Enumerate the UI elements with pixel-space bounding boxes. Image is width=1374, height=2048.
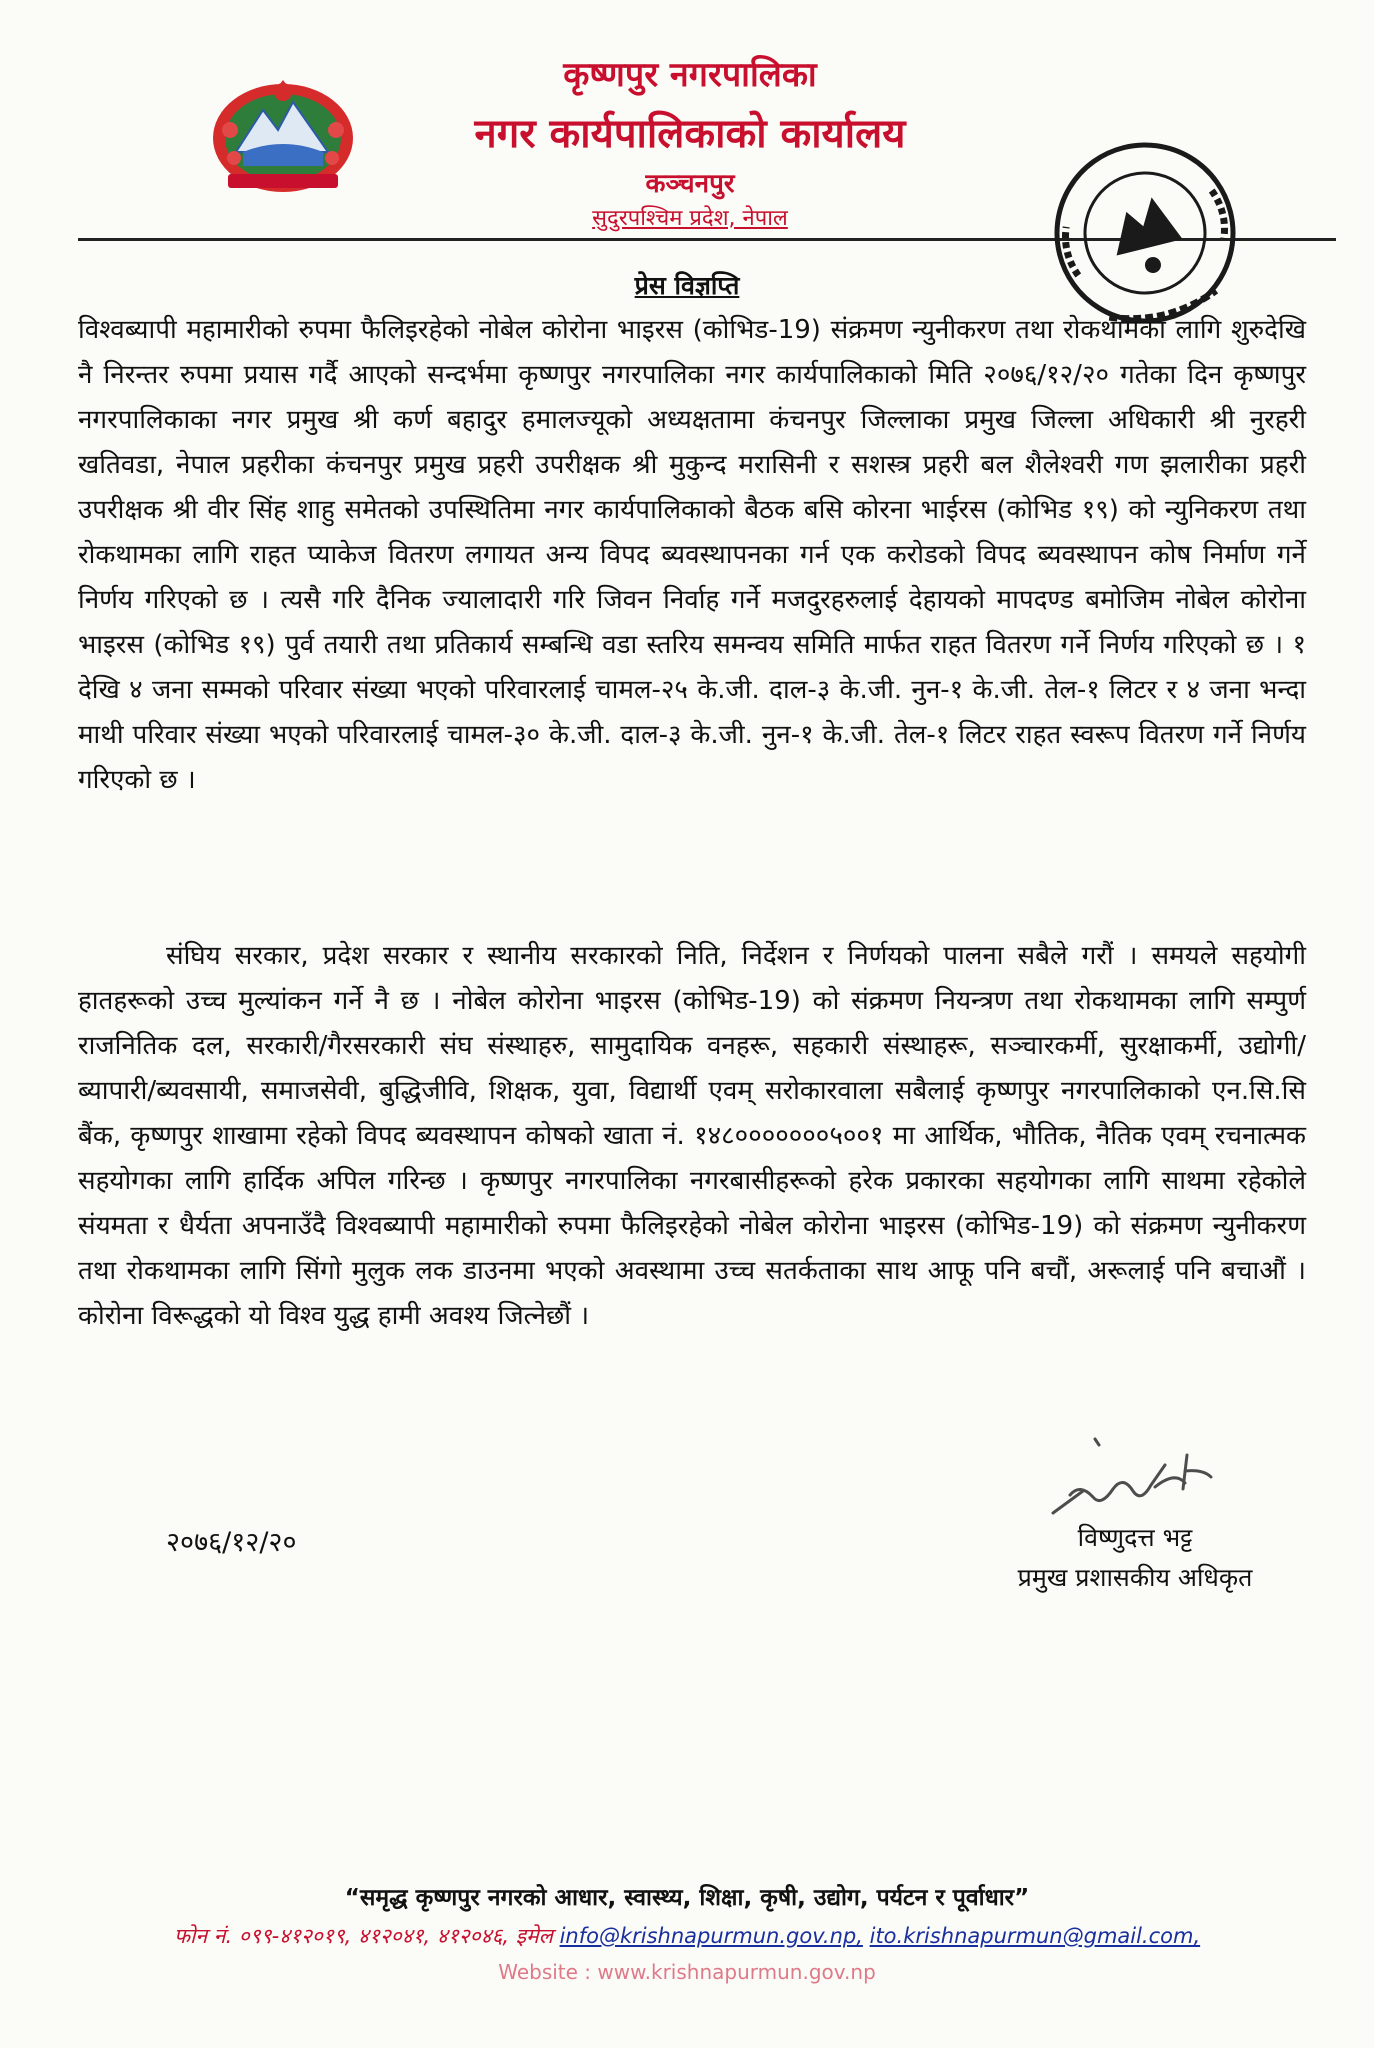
footer-contact-line xyxy=(0,1922,1374,1950)
nepal-coat-of-arms-icon xyxy=(208,70,358,200)
handwritten-signature xyxy=(1035,1425,1225,1525)
notice-title: प्रेस विज्ञप्ति xyxy=(634,271,740,300)
phone-numbers: ४१२०१९, ४१२०४१, ४१२०४६, इमेल xyxy=(279,1924,553,1948)
province-name: सुदुरपश्चिम प्रदेश, नेपाल xyxy=(592,206,788,231)
signatory-block xyxy=(985,1518,1285,1598)
office-name: नगर कार्यपालिकाको कार्यालय xyxy=(474,111,906,157)
phone-label: फोन नं. ०९९- xyxy=(173,1924,280,1948)
email-link-info[interactable]: info@krishnapurmun.gov.np, xyxy=(559,1924,863,1948)
footer-website[interactable]: Website : www.krishnapurmun.gov.np xyxy=(498,1960,876,1984)
district-name: कञ्चनपुर xyxy=(645,169,735,199)
notice-paragraph-1: विश्वब्यापी महामारीको रुपमा फैलिइरहेको नोबेल कोरोना भाइरस (कोभिड-19) संक्रमण न्युनीकरण तथा रोकथामका लागि शुरुदेखि नै निरन्तर रुपमा प्रयास गर्दै आएको सन्दर्भमा कृष्णपुर नगरपालिका नगर कार्यपालिकाको मिति २०७६/१२/२० गतेका दिन कृष्णपुर नगरपालिकाका नगर प्रमुख श्री कर्ण बहादुर हमालज्यूको अध्यक्षतामा कंचनपुर जिल्लाका प्रमुख जिल्ला अधिकारी श्री नुरहरी खतिवडा, नेपाल प्रहरीका कंचनपुर प्रमुख प्रहरी उपरीक्षक श्री मुकुन्द मरासिनी र सशस्त्र प्रहरी बल शैलेश्वरी गण झलारीका प्रहरी उपरीक्षक श्री वीर सिंह शाहु समेतको उपस्थितिमा नगर कार्यपालिकाको बैठक बसि कोरना भाईरस (कोभिड १९) को न्युनिकरण तथा रोकथामका लागि राहत प्याकेज वितरण लगायत अन्य विपद ब्यवस्थापनका गर्न एक करोडको विपद ब्यवस्थापन कोष निर्माण गर्ने निर्णय गरिएको छ । त्यसै गरि दैनिक ज्यालादारी गरि जिवन निर्वाह गर्ने मजदुरहरुलाई देहायको मापदण्ड बमोजिम नोबेल कोरोना भाइरस (कोभिड १९) पुर्व तयारी तथा प्रतिकार्य सम्बन्धि वडा स्तरिय समन्वय समिति मार्फत राहत वितरण गर्ने निर्णय गरिएको छ । १ देखि ४ जना सम्मको परिवार संख्या भएको परिवारलाई चामल-२५ के.जी. दाल-३ के.जी. नुन-१ के.जी. तेल-१ लिटर र ४ जना भन्दा माथी परिवार संख्या भएको परिवारलाई चामल-३० के.जी. दाल-३ के.जी. नुन-१ के.जी. तेल-१ लिटर राहत स्वरूप वितरण गर्ने निर्णय गरिएको छ । xyxy=(78,315,1306,795)
signatory-name: विष्णुदत्त भट्ट xyxy=(1077,1523,1193,1552)
notice-paragraph-2: संघिय सरकार, प्रदेश सरकार र स्थानीय सरकारको निति, निर्देशन र निर्णयको पालना सबैले गरौं । समयले सहयोगी हातहरूको उच्च मुल्यांकन गर्ने नै छ । नोबेल कोरोना भाइरस (कोभिड-19) को संक्रमण नियन्त्रण तथा रोकथामका लागि सम्पुर्ण राजनितिक दल, सरकारी/गैरसरकारी संघ संस्थाहरु, सामुदायिक वनहरू, सहकारी संस्थाहरू, सञ्चारकर्मी, सुरक्षाकर्मी, उद्योगी/ब्यापारी/ब्यवसायी, समाजसेवी, बुद्धिजीवि, शिक्षक, युवा, विद्यार्थी एवम् सरोकारवाला सबैलाई कृष्णपुर नगरपालिकाको एन.सि.सि बैंक, कृष्णपुर शाखामा रहेको विपद ब्यवस्थापन कोषको खाता नं. १४८०००००००५००१ मा आर्थिक, भौतिक, नैतिक एवम् रचनात्मक सहयोगका लागि हार्दिक अपिल गरिन्छ । कृष्णपुर नगरपालिका नगरबासीहरूको हरेक प्रकारका सहयोगका लागि साथमा रहेकोले संयमता र धैर्यता अपनाउँदै विश्वब्यापी महामारीको रुपमा फैलिइरहेको नोबेल कोरोना भाइरस (कोभिड-19) को संक्रमण न्युनीकरण तथा रोकथामका लागि सिंगो मुलुक लक डाउनमा भएको अवस्थामा उच्च सतर्कताका साथ आफू पनि बचौं, अरूलाई पनि बचाऔं । कोरोना विरूद्धको यो विश्व युद्ध हामी अवश्य जित्नेछौं । xyxy=(78,941,1306,1331)
footer-motto: “समृद्ध कृष्णपुर नगरको आधार, स्वास्थ्य, शिक्षा, कृषी, उद्योग, पर्यटन र पूर्वाधार” xyxy=(344,1885,1030,1911)
document-date: २०७६/१२/२० xyxy=(166,1527,297,1558)
signatory-designation: प्रमुख प्रशासकीय अधिकृत xyxy=(1017,1563,1253,1592)
email-link-ito[interactable]: ito.krishnapurmun@gmail.com, xyxy=(869,1924,1201,1948)
municipality-name: कृष्णपुर नगरपालिका xyxy=(563,55,817,95)
